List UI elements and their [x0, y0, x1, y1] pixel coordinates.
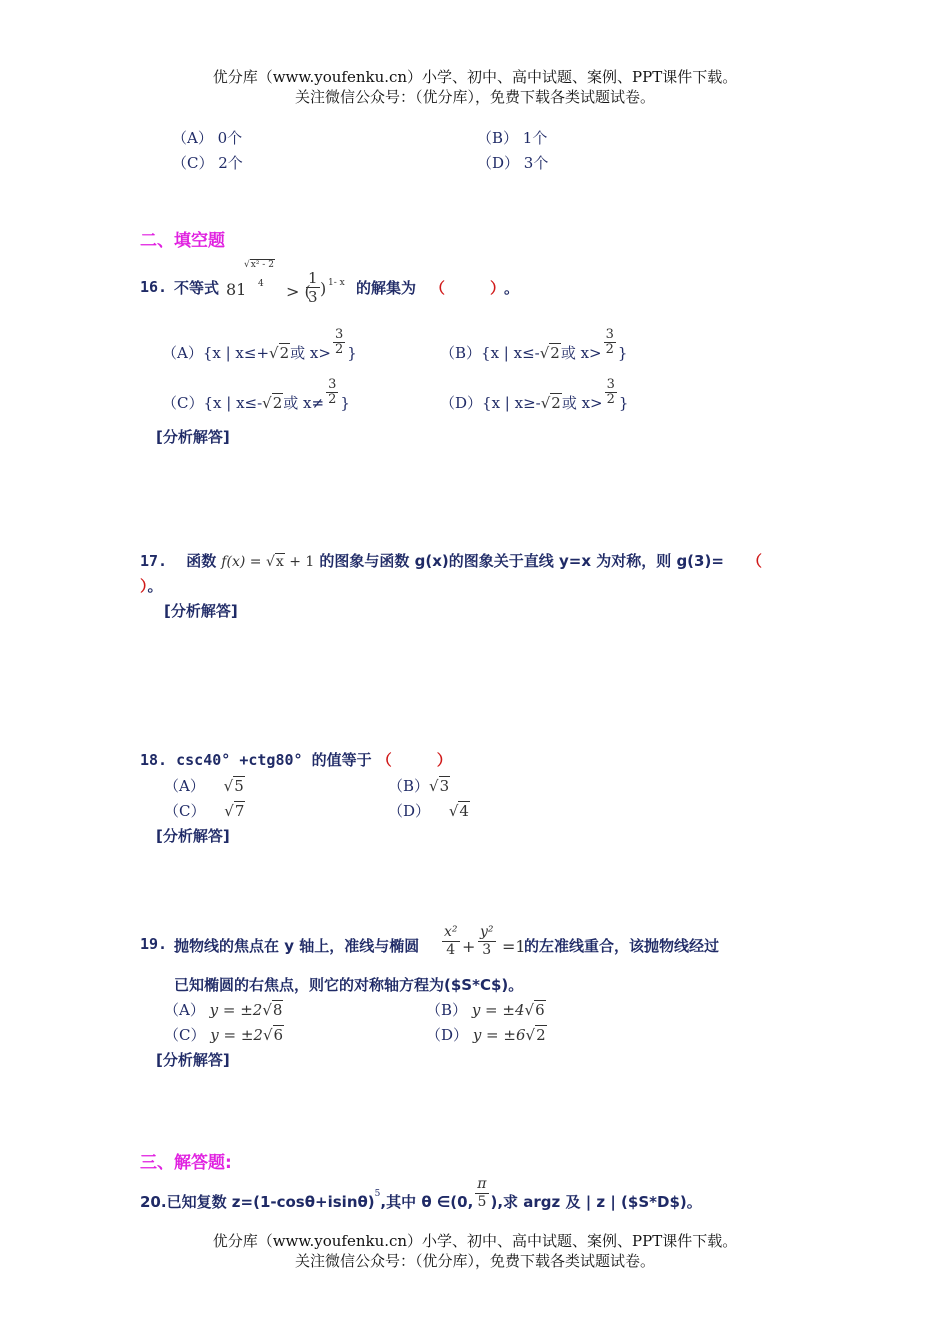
q19-option-c: （C） y = ±2√6 [164, 1026, 284, 1044]
q15-option-d: （D） 3个 [477, 154, 549, 172]
q18-option-b: （B）√3 [388, 777, 450, 795]
q15-option-b: （B） 1个 [477, 129, 548, 147]
q15-option-a: （A） 0个 [172, 129, 243, 147]
q15-option-c: （C） 2个 [172, 154, 243, 172]
question-20 [140, 1176, 702, 1216]
q16-exponent-2: 1- x [328, 278, 345, 288]
q19-line-2: 已知椭圆的右焦点，则它的对称轴方程为($S*C$)。 [174, 976, 524, 994]
question-17-line-2 [140, 575, 163, 596]
q19-text-2: 的左准线重合，该抛物线经过 [524, 937, 720, 955]
q16-blank: （ ） [430, 279, 506, 297]
q17-function: f(x) = [221, 554, 266, 570]
header-line-1: 优分库（www.youfenku.cn）小学、初中、高中试题、案例、PPT课件下载。 [212, 68, 738, 86]
q16-option-d: （D）{x | x≥-√2或 x> $\frac{3}{2}$ } [440, 377, 629, 412]
q19-text-1: 抛物线的焦点在 y 轴上，准线与椭圆 [174, 937, 420, 955]
q19-option-a: （A） y = ±2√8 [164, 1001, 283, 1019]
q17-text-1: 函数 [186, 552, 217, 570]
q18-option-a: （A） √5 [164, 777, 244, 795]
q16-fraction: $\frac{1}{3}$ [308, 269, 318, 306]
q19-analysis-label: [分析解答] [156, 1051, 230, 1069]
footer-line-2: 关注微信公众号：（优分库），免费下载各类试题试卷。 [294, 1252, 655, 1270]
q16-prefix: 不等式 [174, 279, 220, 297]
footer-line-1: 优分库（www.youfenku.cn）小学、初中、高中试题、案例、PPT课件下载。 [212, 1232, 738, 1250]
q16-close: ) [320, 279, 327, 298]
q16-number: 16. [140, 278, 168, 296]
q17-blank-open: （ [747, 552, 763, 570]
q19-plus: + [462, 937, 476, 956]
q17-blank-close: ） [140, 577, 148, 595]
q17-end: 。 [147, 577, 163, 595]
q16-option-c: （C）{x | x≤-√2或 x≠ $\frac{3}{2}$ } [162, 377, 350, 412]
question-17 [140, 550, 820, 571]
q17-plus-one: + 1 [284, 554, 315, 570]
q16-suffix: 的解集为 [356, 279, 417, 297]
q18-blank: （ ） [376, 751, 452, 769]
q17-radical: √x [265, 554, 284, 570]
q20-mid: ,其中 θ ∈(0, [380, 1193, 474, 1211]
q18-stem: 18. csc40° +ctg80° 的值等于 [140, 751, 372, 769]
q20-post: ),求 argz 及 | z | ($S*D$)。 [490, 1193, 702, 1211]
q19-equals-one: =1 [502, 937, 526, 956]
q16-option-a: （A）{x | x≤+√2或 x> $\frac{3}{2}$ } [162, 327, 357, 362]
q18-analysis-label: [分析解答] [156, 827, 230, 845]
question-18 [140, 749, 452, 770]
q17-text-2: 的图象与函数 g(x)的图象关于直线 y=x 为对称，则 g(3)= [319, 552, 724, 570]
q19-number: 19. [140, 935, 168, 953]
q16-base: 81 [226, 280, 247, 299]
q20-prefix: 20.已知复数 z=(1-cosθ+isinθ) [140, 1193, 375, 1211]
q16-exponent-denominator: 4 [258, 279, 264, 289]
q16-analysis-label: [分析解答] [156, 428, 230, 446]
q16-end: 。 [504, 279, 520, 297]
q17-number: 17. [140, 552, 168, 570]
q18-option-c: （C） √7 [164, 802, 245, 820]
q16-gt: > ( [286, 282, 311, 301]
q19-option-d: （D） y = ±6√2 [426, 1026, 546, 1044]
q16-option-b: （B）{x | x≤-√2或 x> $\frac{3}{2}$ } [440, 327, 628, 362]
section-heading-fill-in: 二、填空题 [140, 231, 225, 251]
q20-power: 5 [374, 1188, 381, 1199]
q17-analysis-label: [分析解答] [164, 602, 238, 620]
section-heading-solve: 三、解答题: [140, 1153, 232, 1173]
q19-option-b: （B） y = ±4√6 [426, 1001, 545, 1019]
q16-exponent-radical: √x² - 2 [244, 260, 274, 270]
header-line-2: 关注微信公众号：（优分库），免费下载各类试题试卷。 [294, 88, 655, 106]
q19-fraction-x: $\frac{\text{x²}}{4}$ [444, 924, 458, 958]
q19-fraction-y: $\frac{\text{y²}}{3}$ [480, 924, 494, 958]
q20-fraction: $\frac{\pi}{5}$ [477, 1176, 487, 1210]
q18-option-d: （D） √4 [388, 802, 469, 820]
